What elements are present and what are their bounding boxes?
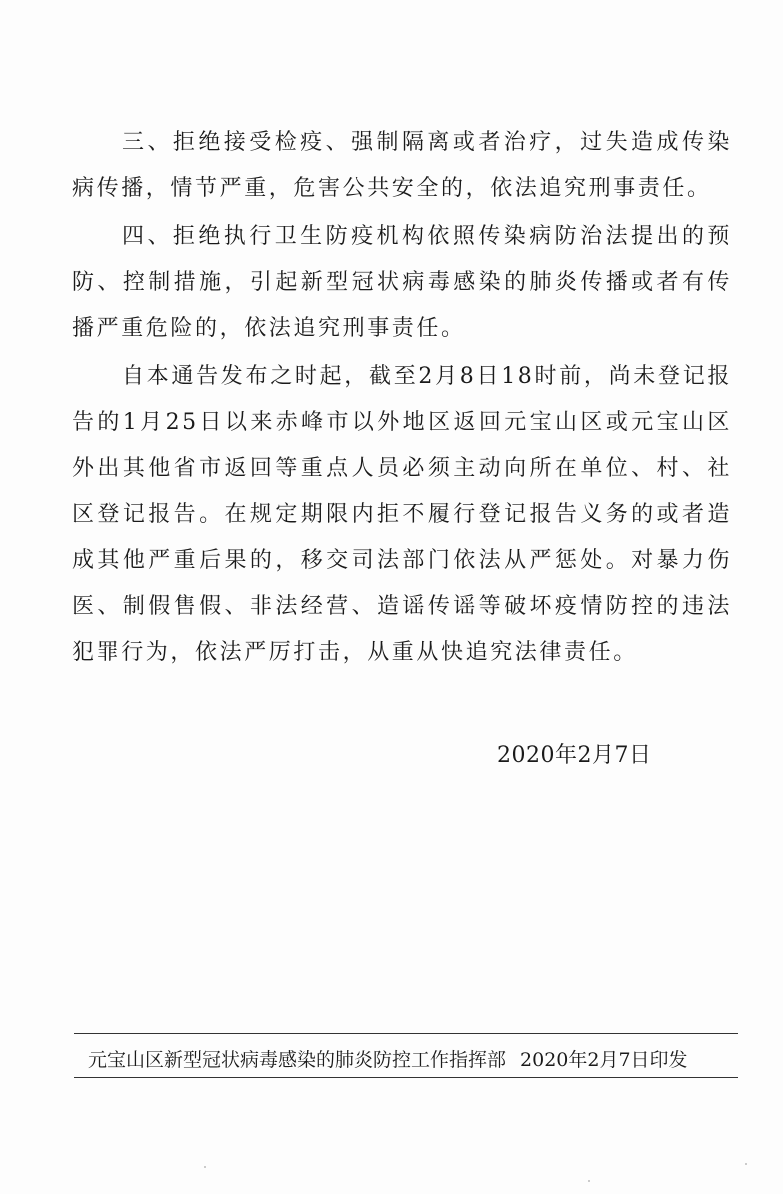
footer-bottom-rule xyxy=(74,1077,738,1078)
issuance-footer xyxy=(88,1047,728,1073)
paragraph-notice: 自本通告发布之时起，截至2月8日18时前，尚未登记报告的1月25日以来赤峰市以外地区返回元宝山区或元宝山区外出其他省市返回等重点人员必须主动向所在单位、村、社区登记报告。在规定期限内拒不履行登记报告义务的或者造成其他严重后果的，移交司法部门依法从严惩处。对暴力伤医、制假售假、非法经营、造谣传谣等破坏疫情防控的违法犯罪行为，依法严厉打击，从重从快追究法律责任。 xyxy=(72,364,732,665)
scan-speck xyxy=(745,1163,747,1165)
document-body xyxy=(72,120,732,678)
paragraph-three: 三、拒绝接受检疫、强制隔离或者治疗，过失造成传染病传播，情节严重，危害公共安全的，依法追究刑事责任。 xyxy=(72,130,732,201)
signature-date: 2020年2月7日 xyxy=(497,743,652,768)
footer-issue-date: 2020年2月7日印发 xyxy=(520,1049,688,1071)
paragraph-four: 四、拒绝执行卫生防疫机构依照传染病防治法提出的预防、控制措施，引起新型冠状病毒感染的肺炎传播或者有传播严重危险的，依法追究刑事责任。 xyxy=(72,224,732,341)
footer-top-rule xyxy=(74,1033,738,1034)
scan-speck xyxy=(588,1180,590,1182)
scan-speck xyxy=(204,1166,206,1168)
footer-issuer: 元宝山区新型冠状病毒感染的肺炎防控工作指挥部 xyxy=(88,1049,507,1071)
